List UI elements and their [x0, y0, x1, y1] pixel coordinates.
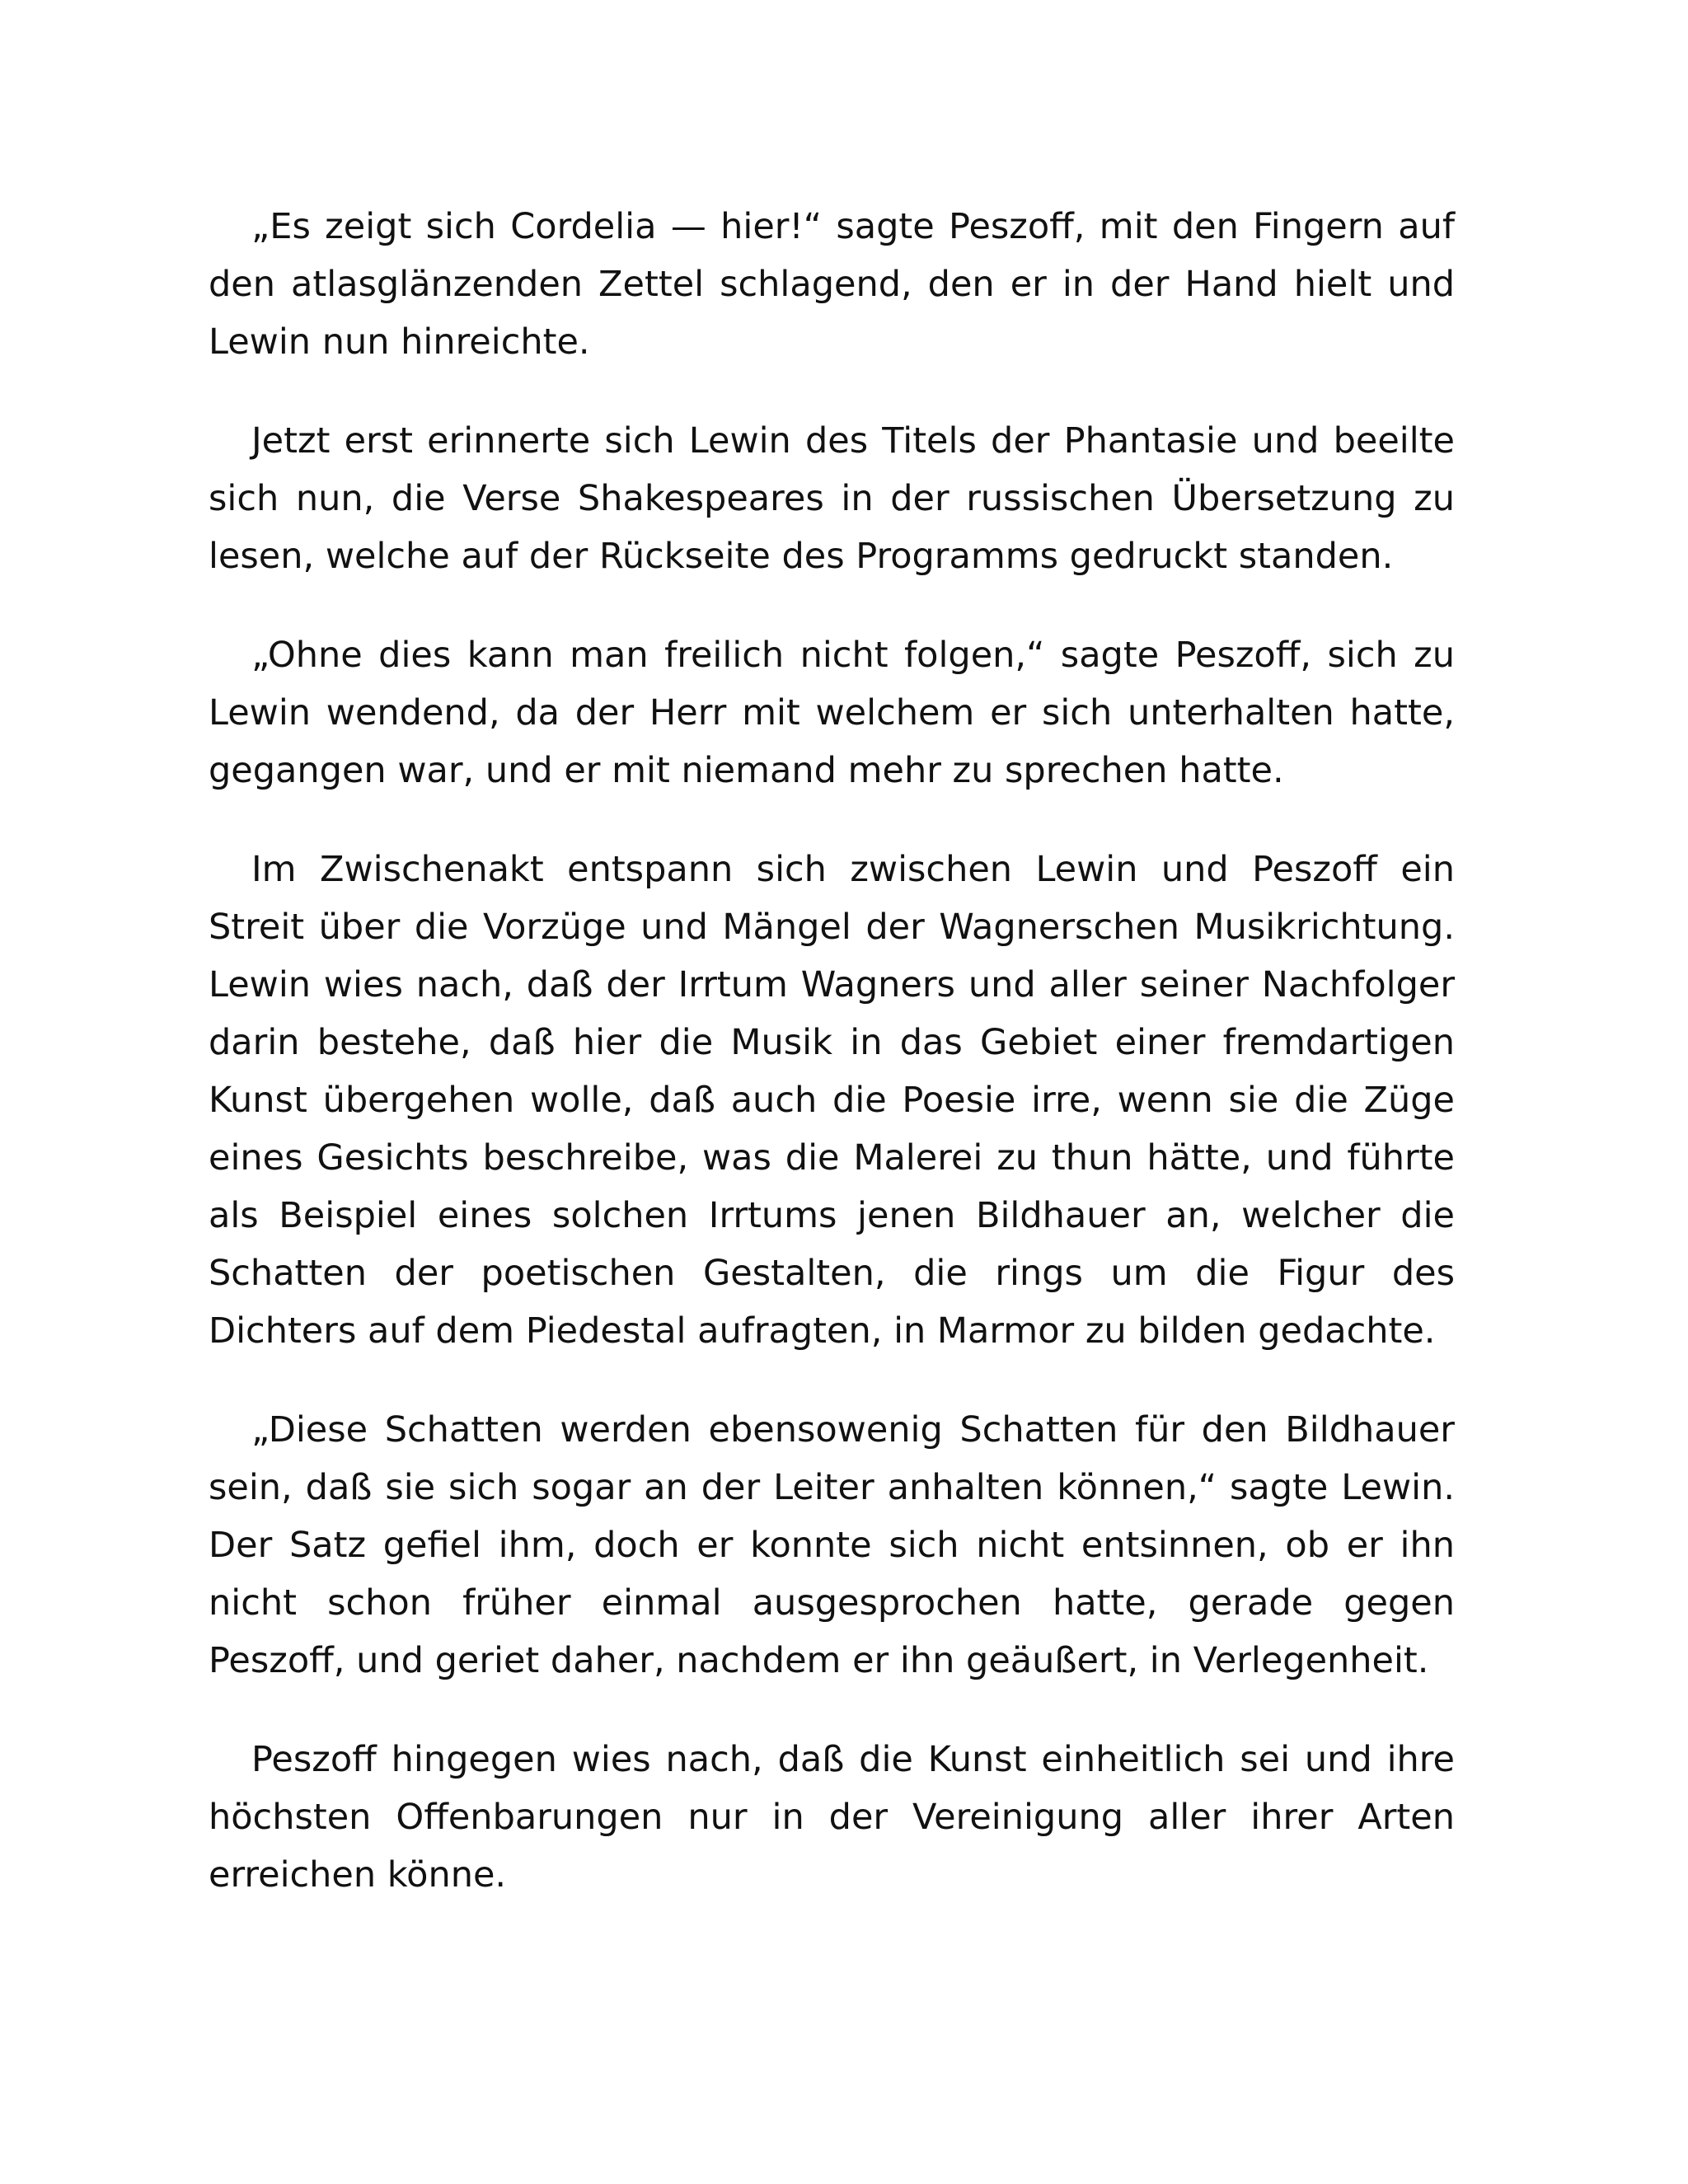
paragraph-6: Peszoff hingegen wies nach, daß die Kunst einheitlich sei und ihre höchsten Offenbarungen nur in der Vereinigung aller ihrer Arten erreichen könne. [209, 1739, 1455, 1896]
paragraph-2: Jetzt erst erinnerte sich Lewin des Titels der Phantasie und beeilte sich nun, die Verse Shakespeares in der russischen Übersetzung zu lesen, welche auf der Rückseite des Programms gedruckt standen. [209, 420, 1455, 577]
document-page [209, 198, 1455, 1904]
paragraph-1: „Es zeigt sich Cordelia — hier!“ sagte Peszoff, mit den Fingern auf den atlasglänzenden Zettel schlagend, den er in der Hand hielt und Lewin nun hinreichte. [209, 206, 1455, 363]
paragraph-3: „Ohne dies kann man freilich nicht folgen,“ sagte Peszoff, sich zu Lewin wendend, da der Herr mit welchem er sich unterhalten hatte, gegangen war, und er mit niemand mehr zu sprechen hatte. [209, 635, 1455, 791]
paragraph-5: „Diese Schatten werden ebensowenig Schatten für den Bildhauer sein, daß sie sich sogar an der Leiter anhalten können,“ sagte Lewin. Der Satz gefiel ihm, doch er konnte sich nicht entsinnen, ob er ihn nicht schon früher einmal ausgesprochen hatte, gerade gegen Peszoff, und geriet daher, nachdem er ihn geäußert, in Verlegenheit. [209, 1409, 1455, 1681]
paragraph-4: Im Zwischenakt entspann sich zwischen Lewin und Peszoff ein Streit über die Vorzüge und Mängel der Wagnerschen Musikrichtung. Lewin wies nach, daß der Irrtum Wagners und aller seiner Nachfolger darin bestehe, daß hier die Musik in das Gebiet einer fremdartigen Kunst übergehen wolle, daß auch die Poesie irre, wenn sie die Züge eines Gesichts beschreibe, was die Malerei zu thun hätte, und führte als Beispiel eines solchen Irrtums jenen Bildhauer an, welcher die Schatten der poetischen Gestalten, die rings um die Figur des Dichters auf dem Piedestal aufragten, in Marmor zu bilden gedachte. [209, 849, 1455, 1352]
